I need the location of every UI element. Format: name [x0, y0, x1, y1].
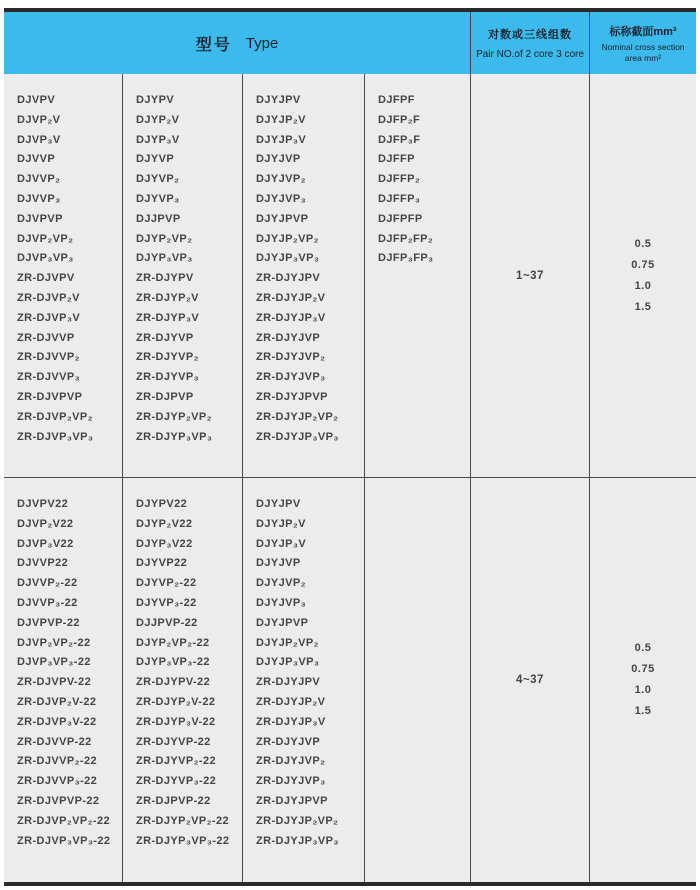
section-values [631, 234, 654, 318]
table-header [4, 12, 696, 74]
section-value: 0.5 [634, 642, 652, 654]
model-cell: ZR-DJVVP₃-22 [17, 775, 98, 788]
header-section-zh: 标称截面mm² [609, 25, 677, 38]
model-cell: ZR-DJVPVP-22 [17, 794, 100, 807]
model-cell: DJFP₃FP₃ [378, 252, 434, 265]
model-cell: DJYJP₃V [256, 537, 307, 550]
model-cell: ZR-DJYJPV [256, 676, 321, 689]
pair-count-cell [471, 478, 590, 882]
model-cell: ZR-DJYJVP₂ [256, 755, 326, 768]
section-value: 1.0 [634, 684, 652, 696]
model-cell: DJYJP₂VP₂ [256, 232, 319, 245]
model-cell: DJYPV22 [136, 498, 188, 510]
table-body-block [4, 477, 696, 882]
model-column [243, 74, 365, 477]
section-value: 1.0 [634, 279, 652, 292]
model-cell: DJYJP₂V [256, 517, 306, 530]
model-column [123, 74, 243, 477]
model-cell: ZR-DJYJPV [256, 272, 321, 285]
model-cell: DJVP₂V22 [17, 517, 74, 530]
model-cell: DJYJP₃VP₃ [256, 252, 320, 265]
model-cell: ZR-DJYJP₃VP₃ [256, 430, 339, 443]
header-section-en1: Nominal cross section [601, 41, 685, 52]
table-body-block [4, 74, 696, 477]
model-cell: DJVPV [17, 94, 56, 106]
model-cell: DJVVP₂ [17, 173, 61, 186]
model-cell: ZR-DJYJVP [256, 331, 321, 344]
model-cell: ZR-DJVP₃V [17, 311, 81, 324]
header-pair-zh: 对数或三线组数 [488, 29, 572, 41]
model-cell: ZR-DJYP₃VP₃ [136, 430, 213, 443]
model-cell: ZR-DJYPV [136, 272, 194, 285]
model-cell: ZR-DJYJVP [256, 735, 321, 748]
model-cell: DJYJPV [256, 498, 301, 510]
model-cell: DJYP₂VP₂-22 [136, 636, 210, 649]
model-cell: ZR-DJYJVP₂ [256, 351, 326, 364]
model-cell: ZR-DJVP₂VP₂-22 [17, 814, 111, 827]
header-pair-en: Pair NO.of 2 core 3 core [476, 49, 584, 60]
header-pair-count [471, 12, 590, 74]
model-cell: DJYVP₃ [136, 192, 180, 205]
section-values [631, 638, 654, 722]
model-cell: DJFFP₂ [378, 173, 421, 186]
model-cell: ZR-DJYJP₂V [256, 695, 326, 708]
model-cell: DJFP₂F [378, 113, 421, 126]
model-cell: ZR-DJVP₃V-22 [17, 715, 97, 728]
model-cell: ZR-DJYJP₂VP₂ [256, 814, 339, 827]
model-cell: ZR-DJVP₃VP₃-22 [17, 834, 111, 847]
model-cell: DJYJPV [256, 94, 301, 106]
model-cell: ZR-DJYP₂V [136, 291, 199, 304]
model-cell: DJVPV22 [17, 498, 69, 510]
model-cell: DJVP₂V [17, 113, 61, 126]
model-cell: DJYP₃VP₃-22 [136, 656, 210, 669]
model-cell: DJYJP₃VP₃ [256, 656, 320, 669]
model-cell: DJYJVP [256, 153, 301, 166]
model-cell: ZR-DJYJVP₃ [256, 371, 326, 384]
model-cell: ZR-DJPVP [136, 390, 194, 403]
model-cell: DJYP₂VP₂ [136, 232, 193, 245]
model-cell: DJVVP₃-22 [17, 596, 78, 609]
model-column [243, 478, 365, 882]
model-cell: ZR-DJVP₃VP₃ [17, 430, 94, 443]
model-cell: DJVPVP-22 [17, 616, 80, 629]
model-cell: ZR-DJYJPVP [256, 794, 328, 807]
model-cell: DJYJP₃V [256, 133, 307, 146]
model-cell: DJVP₃VP₃ [17, 252, 74, 265]
model-cell: DJYP₃V22 [136, 537, 193, 550]
model-cell: ZR-DJYJPVP [256, 390, 328, 403]
model-cell: ZR-DJYJP₂V [256, 291, 326, 304]
model-cell: ZR-DJVPV [17, 272, 75, 285]
table-bottom-border [4, 882, 696, 886]
section-value: 1.5 [634, 705, 652, 717]
model-cell: DJYVP₂-22 [136, 577, 197, 590]
model-cell: DJYJP₂V [256, 113, 306, 126]
model-cell: DJYVP₂ [136, 173, 180, 186]
model-cell: ZR-DJYVP₃-22 [136, 775, 217, 788]
section-value: 0.5 [634, 237, 652, 250]
nominal-section-cell [590, 74, 696, 477]
model-column [123, 478, 243, 882]
model-cell: ZR-DJVP₂V [17, 291, 80, 304]
model-cell: ZR-DJYP₂VP₂-22 [136, 814, 230, 827]
model-cell: ZR-DJVVP₂ [17, 351, 80, 364]
model-cell: DJYJPVP [256, 212, 309, 225]
model-cell: DJYJVP₃ [256, 596, 307, 609]
model-cell: DJVP₃VP₃-22 [17, 656, 91, 669]
table-body [4, 74, 696, 882]
model-cell: DJFP₂FP₂ [378, 232, 434, 245]
header-type-zh: 型号 [195, 36, 232, 54]
model-column [4, 74, 123, 477]
model-cell: DJYJVP₂ [256, 577, 306, 590]
model-cell: DJYP₃V [136, 133, 180, 146]
model-cell: DJYJP₂VP₂ [256, 636, 319, 649]
model-cell: ZR-DJYP₂V-22 [136, 695, 216, 708]
model-cell: DJYP₂V22 [136, 517, 193, 530]
model-cell: DJYVP [136, 153, 175, 166]
model-cell: ZR-DJYJP₃V [256, 311, 326, 324]
model-cell: DJYP₃VP₃ [136, 252, 193, 265]
model-cell: DJYJVP₃ [256, 192, 307, 205]
model-cell: DJYJPVP [256, 616, 309, 629]
model-cell: DJJPVP [136, 212, 181, 225]
model-cell: ZR-DJVP₂VP₂ [17, 410, 93, 423]
model-cell: DJYJVP [256, 557, 301, 570]
model-cell: ZR-DJVVP₂-22 [17, 755, 97, 768]
model-cell: DJVP₂VP₂-22 [17, 636, 91, 649]
model-cell: ZR-DJYP₃VP₃-22 [136, 834, 230, 847]
model-cell: ZR-DJYP₃V [136, 311, 200, 324]
header-type [4, 12, 471, 74]
model-cell: ZR-DJYVP₂-22 [136, 755, 216, 768]
model-cell: DJVPVP [17, 212, 63, 225]
model-column [365, 74, 471, 477]
model-cell: DJFPFP [378, 212, 423, 225]
nominal-section-cell [590, 478, 696, 882]
model-column [4, 478, 123, 882]
model-cell: DJVVP22 [17, 557, 69, 570]
model-cell: ZR-DJVVP-22 [17, 735, 92, 748]
model-cell: DJVVP₃ [17, 192, 61, 205]
model-cell: ZR-DJVVP₃ [17, 371, 81, 384]
model-cell: ZR-DJYJP₃VP₃ [256, 834, 339, 847]
model-cell: DJVP₃V22 [17, 537, 74, 550]
header-type-en: Type [245, 34, 279, 52]
model-cell: DJFFP₃ [378, 192, 421, 205]
model-cell: ZR-DJYVP₂ [136, 351, 199, 364]
pair-count-value: 1~37 [516, 269, 544, 282]
cable-type-table [4, 8, 696, 886]
model-cell: DJYVP₃-22 [136, 596, 197, 609]
model-cell: ZR-DJYP₃V-22 [136, 715, 216, 728]
pair-count-cell [471, 74, 590, 477]
model-cell: ZR-DJYVP [136, 331, 194, 344]
model-cell: ZR-DJYVP₃ [136, 371, 200, 384]
model-cell: DJVP₂VP₂ [17, 232, 74, 245]
model-cell: DJFFP [378, 153, 415, 166]
model-cell: DJVP₃V [17, 133, 61, 146]
model-cell: ZR-DJYJP₃V [256, 715, 326, 728]
section-value: 0.75 [631, 663, 655, 675]
model-cell: ZR-DJVPV-22 [17, 676, 92, 689]
model-cell: ZR-DJYJVP₃ [256, 775, 326, 788]
pair-count-value: 4~37 [516, 674, 544, 686]
model-cell: DJYPV [136, 94, 175, 106]
model-cell: DJVVP [17, 153, 56, 166]
model-cell: ZR-DJYP₂VP₂ [136, 410, 212, 423]
section-value: 0.75 [631, 258, 655, 271]
model-cell: DJYVP22 [136, 557, 188, 570]
model-cell: DJYJVP₂ [256, 173, 306, 186]
model-cell: DJFP₃F [378, 133, 421, 146]
header-nominal-section [590, 12, 696, 74]
model-cell: ZR-DJVPVP [17, 390, 83, 403]
model-cell: ZR-DJVP₂V-22 [17, 695, 97, 708]
section-value: 1.5 [634, 300, 652, 313]
model-cell: DJYP₂V [136, 113, 180, 126]
model-cell: DJVVP₂-22 [17, 577, 78, 590]
model-cell: ZR-DJYPV-22 [136, 676, 211, 689]
model-cell: ZR-DJYVP-22 [136, 735, 211, 748]
model-cell: DJFPF [378, 94, 415, 106]
model-cell: ZR-DJPVP-22 [136, 794, 211, 807]
header-section-en2: area mm² [624, 52, 662, 63]
model-cell: ZR-DJVVP [17, 331, 75, 344]
model-cell: DJJPVP-22 [136, 616, 198, 629]
model-column [365, 478, 471, 882]
model-cell: ZR-DJYJP₂VP₂ [256, 410, 339, 423]
